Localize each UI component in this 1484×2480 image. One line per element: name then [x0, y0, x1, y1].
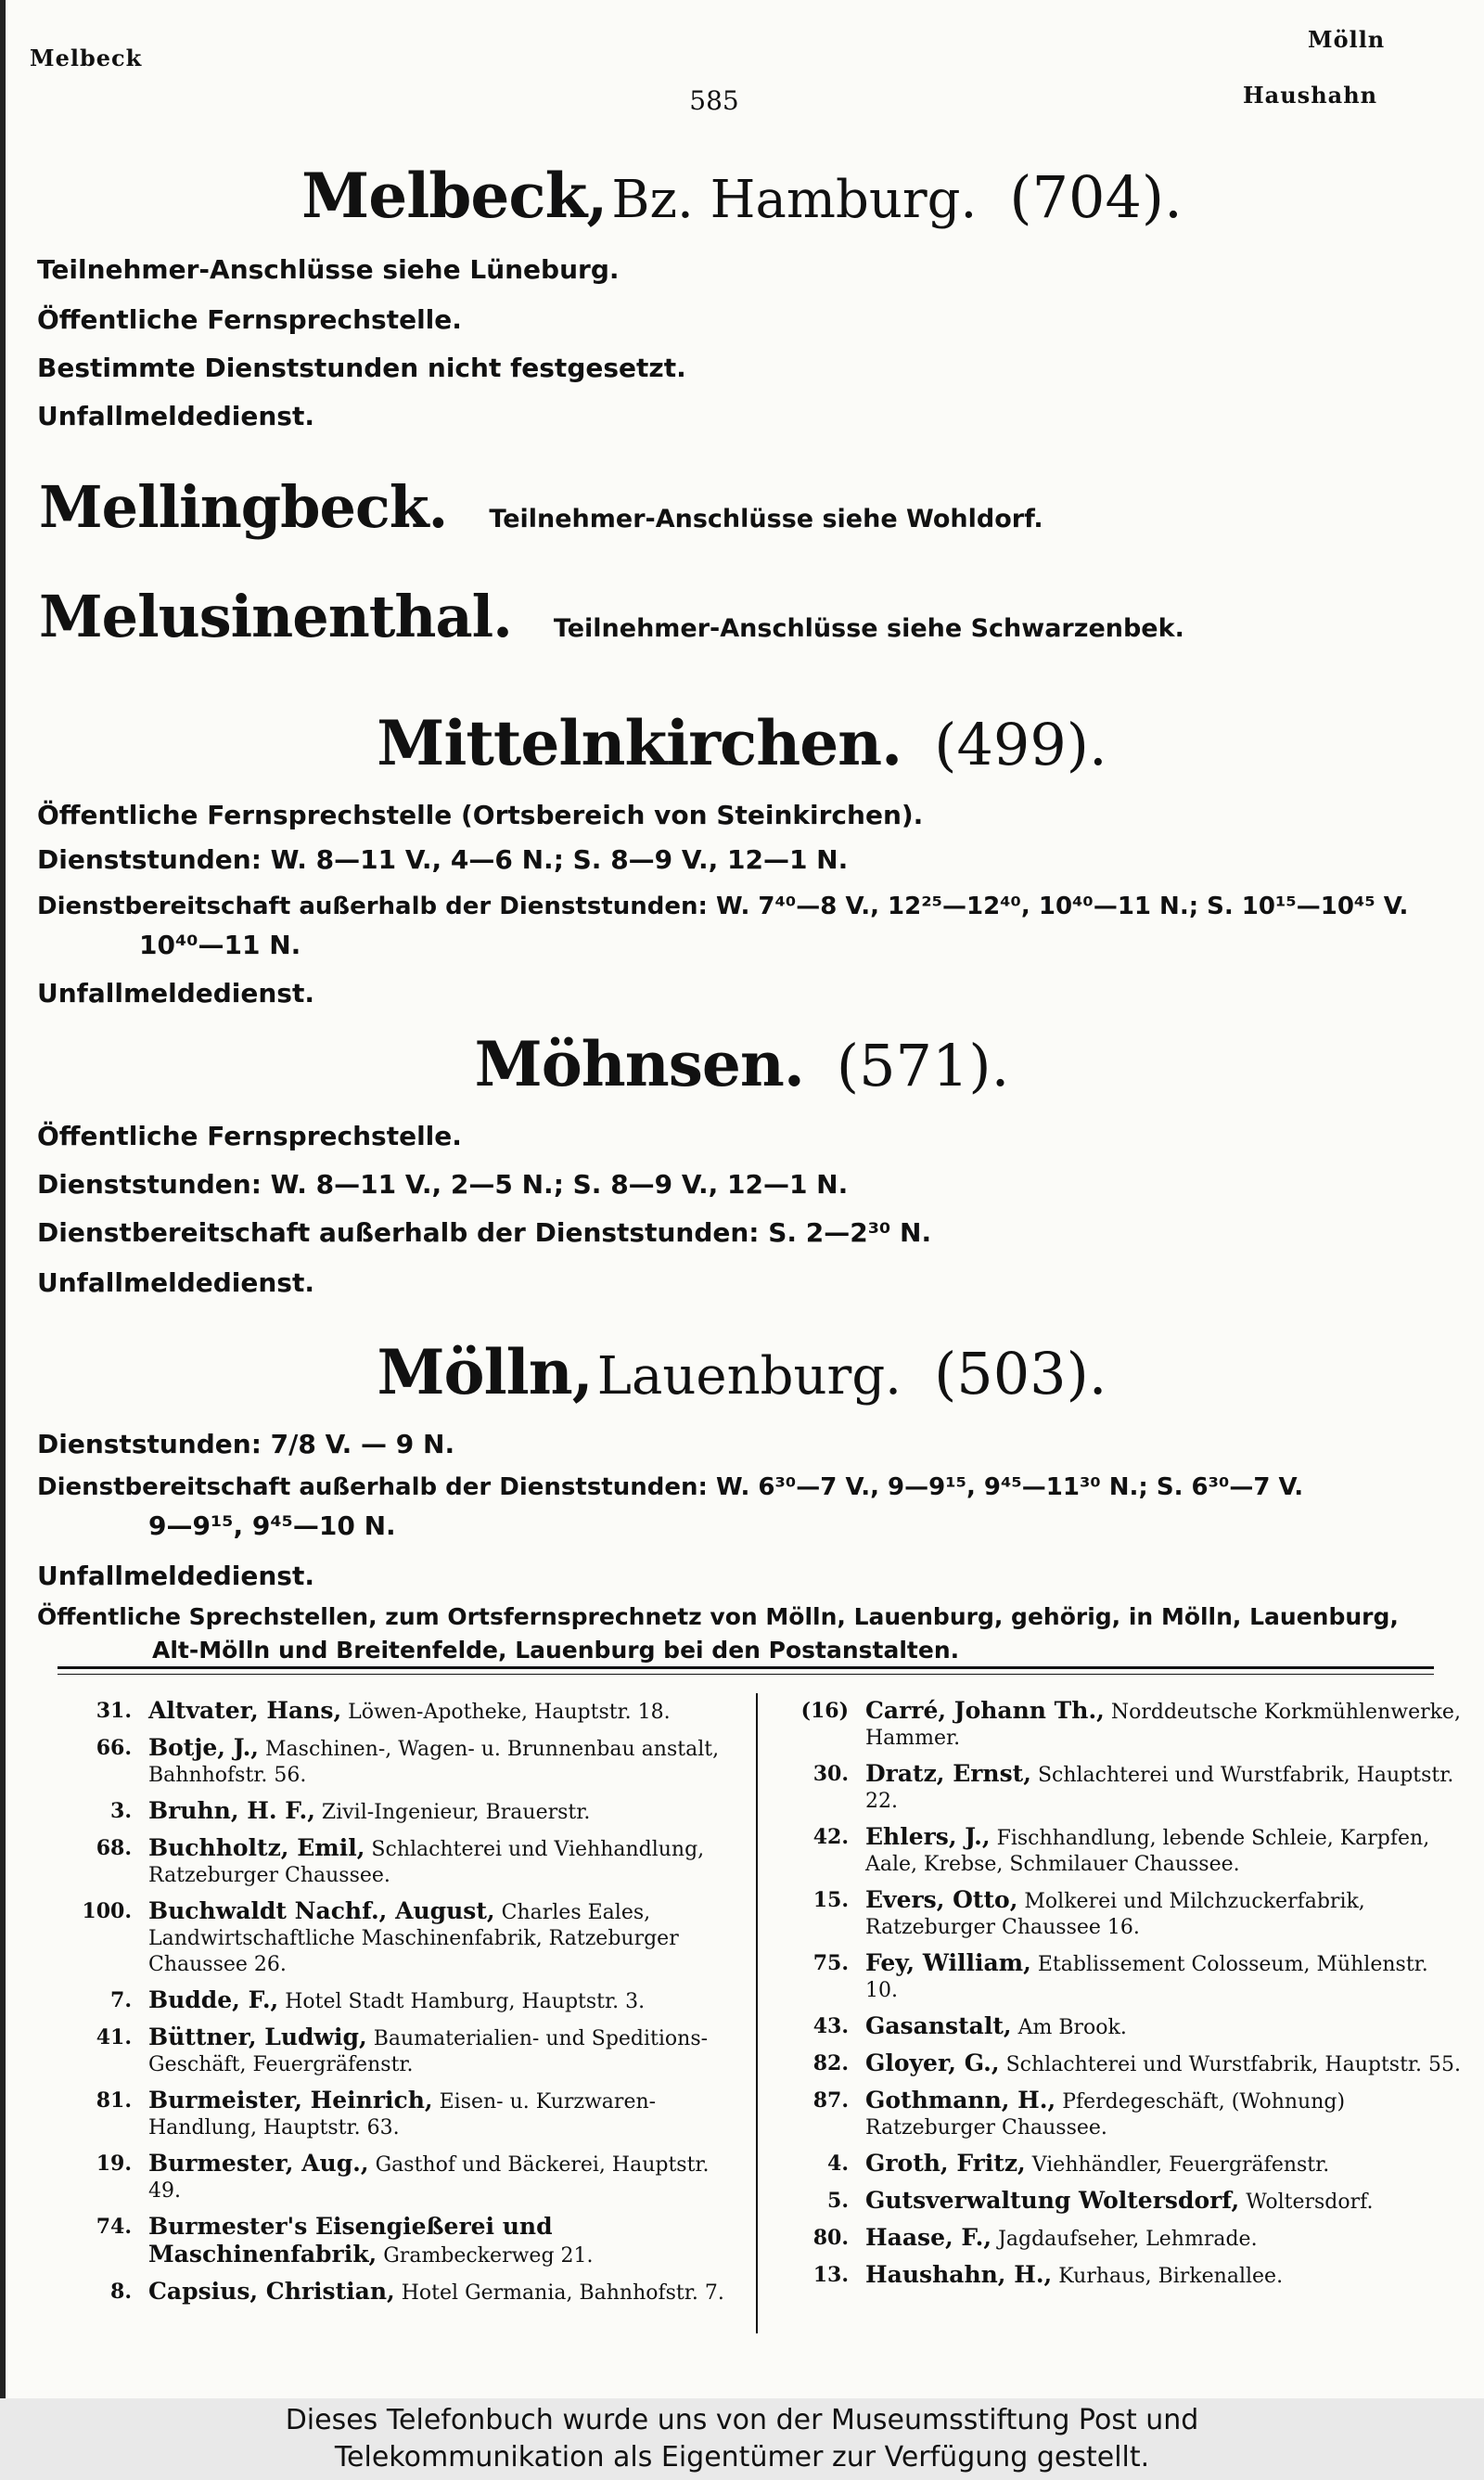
place-district: Bz. Hamburg. [611, 170, 978, 230]
mittelnkirchen-line: 10⁴⁰—11 N. [139, 930, 301, 960]
subscriber-number: 15. [812, 1888, 849, 1912]
subscriber-number: 41. [96, 2025, 132, 2050]
subscriber-description: Hotel Stadt Hamburg, Hauptstr. 3. [285, 1990, 646, 2013]
list-item [58, 2088, 744, 2141]
place-note: Teilnehmer-Anschlüsse siehe Wohldorf. [489, 505, 1043, 533]
moehnsen-line: Dienststunden: W. 8—11 V., 2—5 N.; S. 8—9 V., 12—1 N. [37, 1169, 849, 1200]
list-item [774, 1950, 1461, 2004]
subscriber-number: 74. [96, 2215, 132, 2239]
subscriber-name: Büttner, Ludwig, [148, 2024, 367, 2050]
subscriber-number: 81. [96, 2088, 132, 2113]
subscriber-description: Am Brook. [1017, 2016, 1127, 2039]
subscriber-description: Pferdegeschäft, (Wohnung) Ratzeburger Chaussee. [865, 2090, 1346, 2139]
column-divider [756, 1693, 758, 2333]
melbeck-heading [0, 160, 1484, 232]
melbeck-line: Unfallmeldedienst. [37, 401, 314, 431]
subscriber-description: Baumaterialien- und Speditions-Geschäft, Feuergräfenstr. [148, 2027, 709, 2076]
subscriber-name: Altvater, Hans, [148, 1697, 342, 1724]
subscriber-text [148, 2279, 744, 2307]
subscriber-number: 43. [812, 2014, 849, 2038]
list-item [58, 2151, 744, 2204]
subscriber-text [148, 1735, 744, 1789]
subscriber-description: Etablissement Colosseum, Mühlenstr. 10. [865, 1953, 1428, 2002]
place-name: Mölln, [377, 1336, 593, 1408]
subscriber-name: Budde, F., [148, 1986, 279, 2013]
subscriber-name: Burmeister, Heinrich, [148, 2087, 433, 2114]
subscriber-number: 3. [110, 1799, 132, 1823]
list-item [58, 1835, 744, 1889]
subscriber-description: Kurhaus, Birkenallee. [1058, 2265, 1284, 2288]
moelln-line: Alt-Mölln und Breitenfelde, Lauenburg bei den Postanstalten. [152, 1637, 960, 1664]
place-code: (704). [1009, 163, 1183, 231]
subscriber-name: Gasanstalt, [865, 2012, 1012, 2039]
list-item [58, 1698, 744, 1726]
place-code: (499). [934, 711, 1107, 778]
list-item [774, 2262, 1461, 2290]
subscriber-name: Ehlers, J., [865, 1823, 991, 1850]
subscriber-number: 31. [96, 1699, 132, 1723]
footer-line: Telekommunikation als Eigentümer zur Verfügung gestellt. [334, 2441, 1150, 2474]
place-name: Melusinenthal. [39, 583, 512, 650]
subscriber-number: 80. [812, 2226, 849, 2250]
subscriber-name: Capsius, Christian, [148, 2278, 395, 2305]
subscriber-description: Löwen-Apotheke, Hauptstr. 18. [348, 1701, 671, 1724]
list-item [58, 1735, 744, 1789]
subscriber-number: 68. [96, 1836, 132, 1860]
running-head-right-bottom: Haushahn [1243, 82, 1378, 109]
melbeck-line: Teilnehmer-Anschlüsse siehe Lüneburg. [37, 254, 620, 285]
subscriber-list-left [58, 1698, 744, 2316]
melbeck-line: Bestimmte Dienststunden nicht festgesetzt. [37, 353, 686, 383]
list-item [58, 1798, 744, 1826]
subscriber-text [865, 1887, 1461, 1941]
place-name: Melbeck, [301, 160, 608, 232]
subscriber-name: Haushahn, H., [865, 2261, 1053, 2288]
place-name: Mellingbeck. [39, 473, 448, 541]
subscriber-number: 8. [110, 2280, 132, 2304]
page-number: 585 [689, 85, 739, 116]
subscriber-number: 87. [812, 2088, 849, 2113]
subscriber-number: 100. [82, 1899, 132, 1923]
subscriber-number: 66. [96, 1736, 132, 1760]
subscriber-description: Norddeutsche Korkmühlenwerke, Hammer. [865, 1701, 1461, 1750]
subscriber-number: 19. [96, 2152, 132, 2176]
subscriber-number: 7. [110, 1988, 132, 2012]
moelln-line: 9—9¹⁵, 9⁴⁵—10 N. [148, 1510, 396, 1541]
subscriber-name: Haase, F., [865, 2224, 992, 2251]
subscriber-name: Evers, Otto, [865, 1886, 1018, 1913]
list-item [58, 2279, 744, 2307]
subscriber-name: Gloyer, G., [865, 2050, 1000, 2076]
subscriber-list-right [774, 1698, 1461, 2299]
moelln-line: Dienstbereitschaft außerhalb der Dienststunden: W. 6³⁰—7 V., 9—9¹⁵, 9⁴⁵—11³⁰ N.; S. 6³⁰—7 V. [37, 1473, 1304, 1501]
subscriber-number: 75. [812, 1951, 849, 1975]
subscriber-text [865, 1950, 1461, 2004]
place-note: Teilnehmer-Anschlüsse siehe Schwarzenbek. [553, 614, 1184, 643]
moelln-line: Dienststunden: 7/8 V. — 9 N. [37, 1429, 455, 1459]
moehnsen-heading [0, 1028, 1484, 1100]
place-name: Mittelnkirchen. [377, 707, 902, 779]
subscriber-text [865, 2151, 1461, 2178]
divider-rule [58, 1666, 1434, 1669]
subscriber-text [148, 1698, 744, 1726]
subscriber-description: Zivil-Ingenieur, Brauerstr. [321, 1801, 591, 1824]
subscriber-text [148, 1898, 744, 1978]
subscriber-text [865, 2262, 1461, 2290]
moelln-line: Unfallmeldedienst. [37, 1561, 314, 1591]
subscriber-number: 30. [812, 1762, 849, 1786]
subscriber-number: 82. [812, 2051, 849, 2075]
subscriber-description: Gasthof und Bäckerei, Hauptstr. 49. [148, 2153, 710, 2203]
list-item [774, 1887, 1461, 1941]
subscriber-name: Groth, Fritz, [865, 2150, 1026, 2177]
subscriber-text [865, 2188, 1461, 2216]
subscriber-name: Botje, J., [148, 1734, 260, 1761]
melusinenthal-heading [39, 583, 1184, 650]
place-name: Möhnsen. [474, 1028, 804, 1100]
moehnsen-line: Öffentliche Fernsprechstelle. [37, 1121, 462, 1151]
list-item [774, 1698, 1461, 1752]
subscriber-description: Molkerei und Milchzuckerfabrik, Ratzeburger Chaussee 16. [865, 1890, 1365, 1939]
subscriber-name: Burmester, Aug., [148, 2150, 369, 2177]
mittelnkirchen-line: Dienststunden: W. 8—11 V., 4—6 N.; S. 8—9 V., 12—1 N. [37, 844, 849, 875]
list-item [58, 2214, 744, 2269]
moehnsen-line: Unfallmeldedienst. [37, 1267, 314, 1298]
subscriber-description: Charles Eales, Landwirtschaftliche Maschinenfabrik, Ratzeburger Chaussee 26. [148, 1901, 679, 1976]
mittelnkirchen-line: Dienstbereitschaft außerhalb der Dienststunden: W. 7⁴⁰—8 V., 12²⁵—12⁴⁰, 10⁴⁰—11 N.; S. 10¹⁵—10⁴⁵ V. [37, 893, 1409, 920]
list-item [774, 1761, 1461, 1815]
subscriber-text [865, 2013, 1461, 2041]
subscriber-name: Carré, Johann Th., [865, 1697, 1105, 1724]
subscriber-number: 5. [827, 2189, 849, 2213]
melbeck-line: Öffentliche Fernsprechstelle. [37, 304, 462, 335]
subscriber-description: Hotel Germania, Bahnhofstr. 7. [401, 2281, 724, 2305]
list-item [774, 2050, 1461, 2078]
subscriber-name: Bruhn, H. F., [148, 1797, 315, 1824]
subscriber-text [148, 1987, 744, 2015]
list-item [774, 2151, 1461, 2178]
subscriber-description: Schlachterei und Wurstfabrik, Hauptstr. 22. [865, 1764, 1454, 1813]
subscriber-name: Gothmann, H., [865, 2087, 1056, 2114]
subscriber-text [865, 2050, 1461, 2078]
subscriber-name: Buchholtz, Emil, [148, 1834, 365, 1861]
subscriber-text [865, 2088, 1461, 2141]
subscriber-name: Gutsverwaltung Woltersdorf, [865, 2187, 1240, 2214]
list-item [58, 1987, 744, 2015]
subscriber-name: Fey, William, [865, 1949, 1031, 1976]
list-item [58, 2024, 744, 2078]
subscriber-description: Woltersdorf. [1246, 2191, 1374, 2214]
mittelnkirchen-line: Öffentliche Fernsprechstelle (Ortsbereich von Steinkirchen). [37, 800, 924, 830]
list-item [774, 2188, 1461, 2216]
footer-note [0, 2398, 1484, 2480]
subscriber-description: Grambeckerweg 21. [383, 2244, 594, 2268]
subscriber-description: Maschinen-, Wagen- u. Brunnenbau anstalt, Bahnhofstr. 56. [148, 1738, 720, 1787]
subscriber-text [865, 2225, 1461, 2253]
subscriber-description: Fischhandlung, lebende Schleie, Karpfen, Aale, Krebse, Schmilauer Chaussee. [865, 1827, 1430, 1876]
list-item [774, 2225, 1461, 2253]
list-item [774, 2013, 1461, 2041]
subscriber-text [865, 1698, 1461, 1752]
subscriber-description: Viehhändler, Feuergräfenstr. [1031, 2153, 1330, 2177]
subscriber-number: (16) [800, 1699, 849, 1723]
place-code: (503). [934, 1340, 1107, 1407]
subscriber-text [148, 1835, 744, 1889]
running-head-left: Melbeck [30, 45, 143, 71]
subscriber-number: 13. [812, 2263, 849, 2287]
subscriber-name: Buchwaldt Nachf., August, [148, 1897, 495, 1924]
subscriber-description: Eisen- u. Kurzwaren-Handlung, Hauptstr. 63. [148, 2090, 657, 2139]
divider-rule [58, 1674, 1434, 1675]
mittelnkirchen-heading [0, 707, 1484, 779]
subscriber-text [148, 2214, 744, 2269]
running-head-right-top: Mölln [1308, 26, 1386, 53]
mittelnkirchen-line: Unfallmeldedienst. [37, 978, 314, 1009]
scan-edge [0, 0, 6, 2398]
subscriber-text [865, 1761, 1461, 1815]
subscriber-description: Schlachterei und Wurstfabrik, Hauptstr. 55. [1005, 2053, 1461, 2076]
list-item [774, 2088, 1461, 2141]
place-district: Lauenburg. [596, 1346, 902, 1407]
subscriber-text [865, 1824, 1461, 1878]
moelln-heading [0, 1336, 1484, 1408]
list-item [58, 1898, 744, 1978]
subscriber-number: 42. [812, 1825, 849, 1849]
subscriber-number: 4. [827, 2152, 849, 2176]
list-item [774, 1824, 1461, 1878]
subscriber-text [148, 2088, 744, 2141]
subscriber-name: Burmester's Eisengießerei und Maschinenfabrik, [148, 2213, 553, 2268]
footer-line: Dieses Telefonbuch wurde uns von der Museumsstiftung Post und [285, 2404, 1199, 2436]
subscriber-text [148, 2024, 744, 2078]
subscriber-text [148, 2151, 744, 2204]
moehnsen-line: Dienstbereitschaft außerhalb der Dienststunden: S. 2—2³⁰ N. [37, 1217, 932, 1248]
subscriber-text [148, 1798, 744, 1826]
mellingbeck-heading [39, 473, 1043, 541]
subscriber-name: Dratz, Ernst, [865, 1760, 1031, 1787]
moelln-line: Öffentliche Sprechstellen, zum Ortsfernsprechnetz von Mölln, Lauenburg, gehörig, in Mölln, Lauenburg, [37, 1603, 1399, 1630]
place-code: (571). [836, 1032, 1010, 1099]
subscriber-description: Schlachterei und Viehhandlung, Ratzeburger Chaussee. [148, 1838, 705, 1887]
subscriber-description: Jagdaufseher, Lehmrade. [998, 2228, 1258, 2251]
